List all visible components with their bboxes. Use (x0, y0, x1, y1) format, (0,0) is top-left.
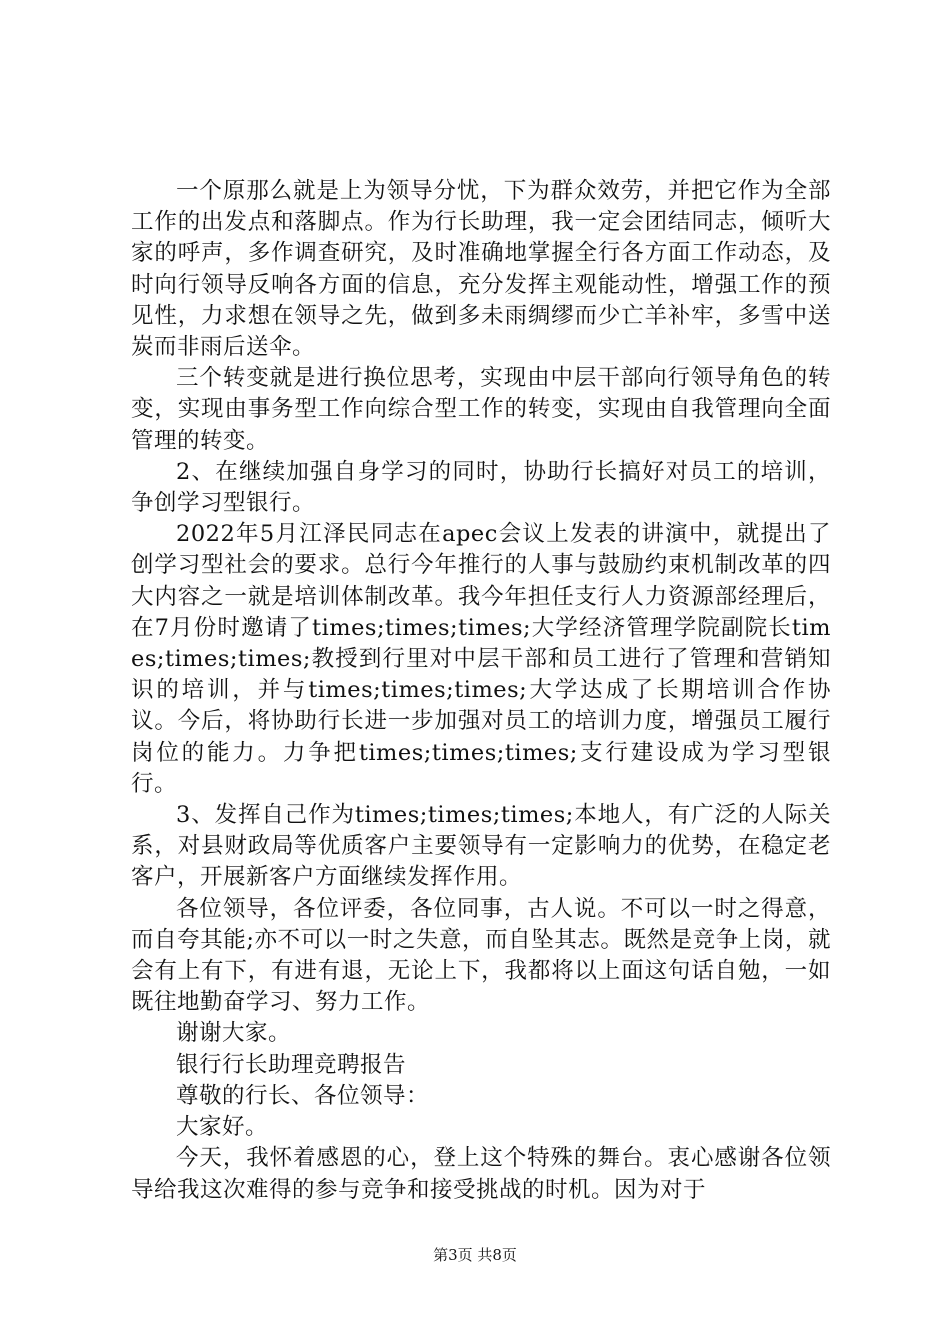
document-body (131, 176, 831, 1206)
paragraph: 今天，我怀着感恩的心，登上这个特殊的舞台。衷心感谢各位领导给我这次难得的参与竞争和接受挑战的时机。因为对于 (131, 1145, 831, 1203)
section-title: 银行行长助理竞聘报告 (176, 1051, 407, 1078)
page-number-footer: 第3页 共8页 (433, 1246, 517, 1264)
salutation: 尊敬的行长、各位领导： (176, 1082, 430, 1109)
paragraph: 各位领导，各位评委，各位同事，古人说。不可以一时之得意，而自夸其能;亦不可以一时之失意，而自坠其志。既然是竞争上岗，就会有上有下，有进有退，无论上下，我都将以上面这句话自勉，一如既往地勤奋学习、努力工作。 (131, 895, 831, 1016)
paragraph: 3、发挥自己作为times;times;times;本地人，有广泛的人际关系，对县财政局等优质客户主要领导有一定影响力的优势，在稳定老客户，开展新客户方面继续发挥作用。 (131, 802, 831, 891)
paragraph: 2022年5月江泽民同志在apec会议上发表的讲演中，就提出了创学习型社会的要求。总行今年推行的人事与鼓励约束机制改革的四大内容之一就是培训体制改革。我今年担任支行人力资源部经理后，在7月份时邀请了times;times;times;大学经济管理学院副院长times;times;times;教授到行里对中层干部和员工进行了管理和营销知识的培训，并与times;times;times;大学达成了长期培训合作协议。今后，将协助行长进一步加强对员工的培训力度，增强员工履行岗位的能力。力争把times;times;times;支行建设成为学习型银行。 (131, 521, 831, 797)
paragraph: 谢谢大家。 (176, 1020, 292, 1047)
paragraph: 三个转变就是进行换位思考，实现由中层干部向行领导角色的转变，实现由事务型工作向综合型工作的转变，实现由自我管理向全面管理的转变。 (131, 365, 831, 454)
paragraph: 2、在继续加强自身学习的同时，协助行长搞好对员工的培训，争创学习型银行。 (131, 458, 831, 517)
paragraph: 一个原那么就是上为领导分忧，下为群众效劳，并把它作为全部工作的出发点和落脚点。作为行长助理，我一定会团结同志，倾听大家的呼声，多作调查研究，及时准确地掌握全行各方面工作动态，及时向行领导反响各方面的信息，充分发挥主观能动性，增强工作的预见性，力求想在领导之先，做到多未雨绸缪而少亡羊补牢，多雪中送炭而非雨后送伞。 (131, 178, 831, 361)
greeting: 大家好。 (176, 1114, 269, 1141)
